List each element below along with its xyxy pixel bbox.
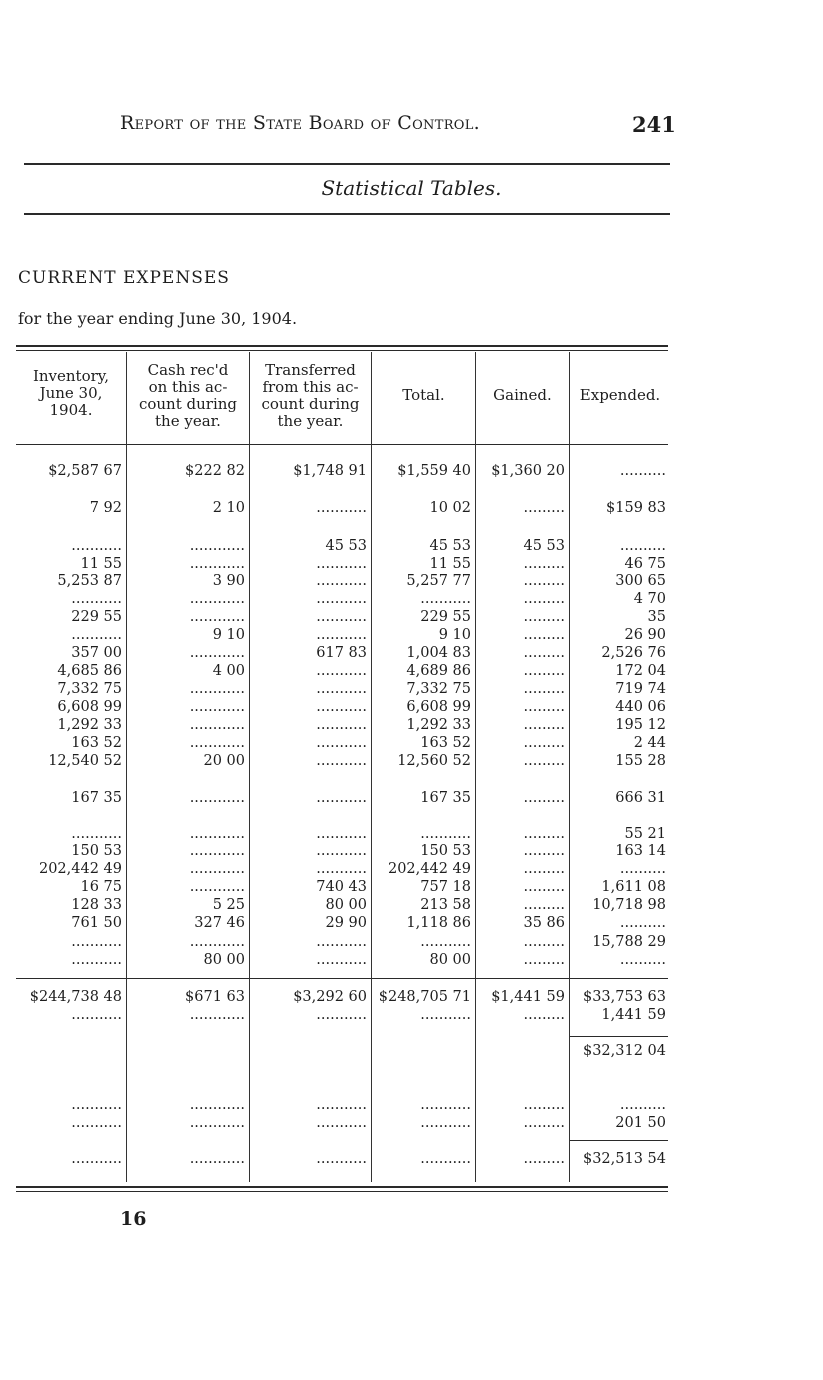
page-subtitle: Statistical Tables. xyxy=(321,176,502,200)
table-cell-cash-received: ............ xyxy=(189,645,245,661)
table-cell-inventory: 16 75 xyxy=(80,879,122,895)
column-header-line: on this ac- xyxy=(148,378,228,396)
column-header-line: from this ac- xyxy=(262,378,359,396)
table-cell-inventory: 1,292 33 xyxy=(57,717,122,733)
table-cell-total: ........... xyxy=(420,591,471,607)
header-rule-bottom xyxy=(24,213,670,215)
table-cell-inventory: ........... xyxy=(71,934,122,950)
column-divider xyxy=(475,352,476,1182)
header-rule-top xyxy=(24,163,670,165)
table-cell-transferred: ........... xyxy=(316,609,367,625)
table-cell-transferred: 29 90 xyxy=(325,915,367,931)
table-cell-inventory: ........... xyxy=(71,1097,122,1113)
table-cell-transferred: ........... xyxy=(316,753,367,769)
table-cell-cash-received: ............ xyxy=(189,717,245,733)
table-cell-expended: .......... xyxy=(619,463,666,479)
table-cell-total: 6,608 99 xyxy=(406,699,471,715)
table-cell-cash-received: ............ xyxy=(189,681,245,697)
table-cell-inventory: 7 92 xyxy=(89,500,122,516)
column-header xyxy=(372,387,475,404)
table-cell-transferred: ........... xyxy=(316,735,367,751)
column-header-line: Gained. xyxy=(493,386,552,404)
table-cell-gained: ......... xyxy=(523,717,565,733)
table-cell-inventory: 6,608 99 xyxy=(57,699,122,715)
table-cell-inventory: 150 53 xyxy=(71,843,122,859)
column-divider xyxy=(249,352,250,1182)
table-cell-total: 229 55 xyxy=(420,609,471,625)
table-cell-cash-received: ............ xyxy=(189,699,245,715)
table-cell-inventory: ........... xyxy=(71,952,122,968)
table-cell-transferred: ........... xyxy=(316,591,367,607)
table-cell-gained: ......... xyxy=(523,826,565,842)
table-cell-transferred: ........... xyxy=(316,717,367,733)
table-top-rule-thin xyxy=(16,350,668,351)
signature-number: 16 xyxy=(120,1208,147,1230)
table-cell-expended: 300 65 xyxy=(615,573,666,589)
table-cell-transferred: ........... xyxy=(316,934,367,950)
column-header-line: the year. xyxy=(155,412,221,430)
table-cell-total: 167 35 xyxy=(420,790,471,806)
table-cell-transferred: $3,292 60 xyxy=(293,989,367,1005)
table-cell-expended: .......... xyxy=(619,861,666,877)
table-cell-inventory: 761 50 xyxy=(71,915,122,931)
table-cell-inventory: 4,685 86 xyxy=(57,663,122,679)
table-top-rule xyxy=(16,345,668,347)
table-cell-cash-received: ............ xyxy=(189,826,245,842)
running-title: Report of the State Board of Control. xyxy=(120,112,481,134)
table-cell-transferred: ........... xyxy=(316,699,367,715)
table-cell-cash-received: ............ xyxy=(189,1097,245,1113)
table-cell-gained: 35 86 xyxy=(523,915,565,931)
table-cell-total: ........... xyxy=(420,934,471,950)
table-cell-inventory: 163 52 xyxy=(71,735,122,751)
table-cell-expended: 4 70 xyxy=(633,591,666,607)
table-cell-total: 1,118 86 xyxy=(406,915,471,931)
table-cell-cash-received: ............ xyxy=(189,1115,245,1131)
table-cell-inventory: 7,332 75 xyxy=(57,681,122,697)
table-cell-gained: ......... xyxy=(523,1115,565,1131)
table-cell-gained: ......... xyxy=(523,1007,565,1023)
table-cell-cash-received: ............ xyxy=(189,843,245,859)
table-cell-transferred: ........... xyxy=(316,1151,367,1167)
table-cell-total: $248,705 71 xyxy=(378,989,471,1005)
table-cell-cash-received: ............ xyxy=(189,591,245,607)
table-cell-expended: 195 12 xyxy=(615,717,666,733)
table-cell-expended: 440 06 xyxy=(615,699,666,715)
table-cell-total: 150 53 xyxy=(420,843,471,859)
table-cell-total: 9 10 xyxy=(438,627,471,643)
table-header-rule xyxy=(16,444,668,445)
table-cell-expended: 10,718 98 xyxy=(592,897,666,913)
table-cell-expended: 163 14 xyxy=(615,843,666,859)
table-cell-expended: $159 83 xyxy=(606,500,666,516)
table-cell-transferred: ........... xyxy=(316,952,367,968)
table-cell-gained: ......... xyxy=(523,861,565,877)
table-cell-cash-received: 3 90 xyxy=(212,573,245,589)
table-cell-expended: .......... xyxy=(619,538,666,554)
table-cell-expended: $32,513 54 xyxy=(582,1151,666,1167)
table-cell-gained: ......... xyxy=(523,897,565,913)
table-cell-gained: ......... xyxy=(523,500,565,516)
table-cell-gained: ......... xyxy=(523,843,565,859)
table-cell-transferred: ........... xyxy=(316,500,367,516)
column-header xyxy=(570,387,670,404)
table-cell-gained: ......... xyxy=(523,681,565,697)
table-cell-total: 213 58 xyxy=(420,897,471,913)
table-cell-cash-received: ............ xyxy=(189,1007,245,1023)
table-cell-transferred: ........... xyxy=(316,1115,367,1131)
table-cell-total: 1,292 33 xyxy=(406,717,471,733)
table-cell-cash-received: ............ xyxy=(189,861,245,877)
table-cell-transferred: ........... xyxy=(316,573,367,589)
table-cell-inventory: 357 00 xyxy=(71,645,122,661)
column-header-line: 1904. xyxy=(49,401,93,419)
table-cell-inventory: ........... xyxy=(71,538,122,554)
column-divider xyxy=(569,352,570,1182)
table-cell-inventory: ........... xyxy=(71,1007,122,1023)
table-cell-gained: 45 53 xyxy=(523,538,565,554)
column-header xyxy=(127,362,249,430)
table-cell-cash-received: ............ xyxy=(189,934,245,950)
table-cell-inventory: ........... xyxy=(71,591,122,607)
table-cell-expended: .......... xyxy=(619,1097,666,1113)
table-cell-inventory: 5,253 87 xyxy=(57,573,122,589)
table-cell-gained: ......... xyxy=(523,591,565,607)
table-cell-inventory: $2,587 67 xyxy=(48,463,122,479)
table-cell-total: $1,559 40 xyxy=(397,463,471,479)
column-header-line: count during xyxy=(138,395,238,413)
table-cell-total: 10 02 xyxy=(429,500,471,516)
table-cell-expended: 15,788 29 xyxy=(592,934,666,950)
table-cell-cash-received: 5 25 xyxy=(212,897,245,913)
column-header xyxy=(16,368,126,419)
column-header-line: Expended. xyxy=(579,386,661,404)
table-cell-expended: .......... xyxy=(619,915,666,931)
table-cell-expended: 46 75 xyxy=(624,556,666,572)
table-cell-transferred: ........... xyxy=(316,681,367,697)
table-cell-gained: ......... xyxy=(523,735,565,751)
table-cell-gained: ......... xyxy=(523,879,565,895)
table-cell-transferred: ........... xyxy=(316,826,367,842)
expended-net-rule xyxy=(570,1036,668,1037)
table-cell-gained: ......... xyxy=(523,753,565,769)
table-cell-total: ........... xyxy=(420,1151,471,1167)
page-number: 241 xyxy=(632,112,676,137)
table-cell-transferred: 80 00 xyxy=(325,897,367,913)
table-cell-total: 45 53 xyxy=(429,538,471,554)
table-cell-expended: 155 28 xyxy=(615,753,666,769)
table-cell-total: ........... xyxy=(420,826,471,842)
table-cell-gained: $1,441 59 xyxy=(491,989,565,1005)
table-cell-expended: 666 31 xyxy=(615,790,666,806)
table-cell-transferred: ........... xyxy=(316,1097,367,1113)
table-cell-total: 7,332 75 xyxy=(406,681,471,697)
table-cell-transferred: $1,748 91 xyxy=(293,463,367,479)
table-cell-cash-received: ............ xyxy=(189,735,245,751)
table-cell-transferred: ........... xyxy=(316,1007,367,1023)
table-bottom-rule xyxy=(16,1186,668,1188)
table-cell-cash-received: 20 00 xyxy=(203,753,245,769)
table-cell-gained: ......... xyxy=(523,934,565,950)
table-cell-transferred: 617 83 xyxy=(316,645,367,661)
table-cell-expended: .......... xyxy=(619,952,666,968)
table-cell-total: 1,004 83 xyxy=(406,645,471,661)
table-cell-total: 80 00 xyxy=(429,952,471,968)
column-header xyxy=(250,362,371,430)
table-cell-cash-received: 2 10 xyxy=(212,500,245,516)
table-cell-expended: 201 50 xyxy=(615,1115,666,1131)
table-cell-cash-received: 80 00 xyxy=(203,952,245,968)
table-cell-expended: 1,611 08 xyxy=(601,879,666,895)
expended-final-rule xyxy=(570,1140,668,1141)
table-cell-gained: ......... xyxy=(523,790,565,806)
table-cell-inventory: ........... xyxy=(71,627,122,643)
table-cell-gained: ......... xyxy=(523,952,565,968)
table-cell-expended: 719 74 xyxy=(615,681,666,697)
table-cell-cash-received: ............ xyxy=(189,609,245,625)
table-cell-total: 4,689 86 xyxy=(406,663,471,679)
table-cell-transferred: ........... xyxy=(316,663,367,679)
table-subtotal-rule xyxy=(16,978,668,979)
table-cell-total: 12,560 52 xyxy=(397,753,471,769)
table-cell-cash-received: 9 10 xyxy=(212,627,245,643)
table-cell-expended: 2 44 xyxy=(633,735,666,751)
table-cell-cash-received: ............ xyxy=(189,879,245,895)
column-divider xyxy=(126,352,127,1182)
column-header-line: Inventory, xyxy=(32,367,110,385)
table-cell-total: 757 18 xyxy=(420,879,471,895)
table-cell-total: 5,257 77 xyxy=(406,573,471,589)
table-cell-inventory: 229 55 xyxy=(71,609,122,625)
table-cell-gained: $1,360 20 xyxy=(491,463,565,479)
table-cell-gained: ......... xyxy=(523,1151,565,1167)
table-cell-cash-received: ............ xyxy=(189,538,245,554)
table-cell-total: 202,442 49 xyxy=(387,861,471,877)
column-header-line: Transferred xyxy=(265,361,356,379)
table-cell-cash-received: 4 00 xyxy=(212,663,245,679)
table-cell-inventory: $244,738 48 xyxy=(29,989,122,1005)
table-cell-gained: ......... xyxy=(523,645,565,661)
table-cell-inventory: ........... xyxy=(71,1115,122,1131)
table-cell-cash-received: ............ xyxy=(189,1151,245,1167)
table-cell-gained: ......... xyxy=(523,556,565,572)
table-cell-gained: ......... xyxy=(523,627,565,643)
table-cell-total: ........... xyxy=(420,1115,471,1131)
column-header-line: Cash rec'd xyxy=(147,361,229,379)
table-cell-cash-received: 327 46 xyxy=(194,915,245,931)
section-subtitle: for the year ending June 30, 1904. xyxy=(18,309,298,328)
table-cell-total: 11 55 xyxy=(429,556,471,572)
table-cell-gained: ......... xyxy=(523,699,565,715)
column-header xyxy=(476,387,569,404)
table-cell-transferred: ........... xyxy=(316,627,367,643)
table-cell-expended: 172 04 xyxy=(615,663,666,679)
table-cell-transferred: ........... xyxy=(316,790,367,806)
table-cell-gained: ......... xyxy=(523,1097,565,1113)
table-cell-inventory: 12,540 52 xyxy=(48,753,122,769)
table-cell-inventory: 167 35 xyxy=(71,790,122,806)
section-title: CURRENT EXPENSES xyxy=(18,268,230,288)
table-cell-expended: 55 21 xyxy=(624,826,666,842)
table-cell-cash-received: $671 63 xyxy=(185,989,245,1005)
column-header-line: June 30, xyxy=(39,384,103,402)
table-cell-gained: ......... xyxy=(523,609,565,625)
table-cell-cash-received: $222 82 xyxy=(185,463,245,479)
table-cell-transferred: 740 43 xyxy=(316,879,367,895)
column-header-line: Total. xyxy=(402,386,445,404)
table-bottom-rule-thin xyxy=(16,1191,668,1192)
table-cell-expended: 35 xyxy=(647,609,666,625)
table-cell-inventory: ........... xyxy=(71,826,122,842)
table-cell-gained: ......... xyxy=(523,573,565,589)
table-cell-inventory: 11 55 xyxy=(80,556,122,572)
table-cell-cash-received: ............ xyxy=(189,556,245,572)
table-cell-transferred: ........... xyxy=(316,861,367,877)
table-cell-expended: 26 90 xyxy=(624,627,666,643)
table-cell-total: ........... xyxy=(420,1007,471,1023)
table-cell-transferred: ........... xyxy=(316,843,367,859)
table-cell-total: ........... xyxy=(420,1097,471,1113)
table-cell-expended: 1,441 59 xyxy=(601,1007,666,1023)
table-cell-expended: $32,312 04 xyxy=(582,1043,666,1059)
table-cell-expended: 2,526 76 xyxy=(601,645,666,661)
table-cell-inventory: ........... xyxy=(71,1151,122,1167)
table-cell-total: 163 52 xyxy=(420,735,471,751)
column-header-line: count during xyxy=(261,395,360,413)
table-cell-cash-received: ............ xyxy=(189,790,245,806)
table-cell-transferred: ........... xyxy=(316,556,367,572)
column-divider xyxy=(371,352,372,1182)
table-cell-inventory: 202,442 49 xyxy=(38,861,122,877)
table-cell-expended: $33,753 63 xyxy=(582,989,666,1005)
column-header-line: the year. xyxy=(277,412,344,430)
table-cell-transferred: 45 53 xyxy=(325,538,367,554)
table-cell-gained: ......... xyxy=(523,663,565,679)
table-cell-inventory: 128 33 xyxy=(71,897,122,913)
